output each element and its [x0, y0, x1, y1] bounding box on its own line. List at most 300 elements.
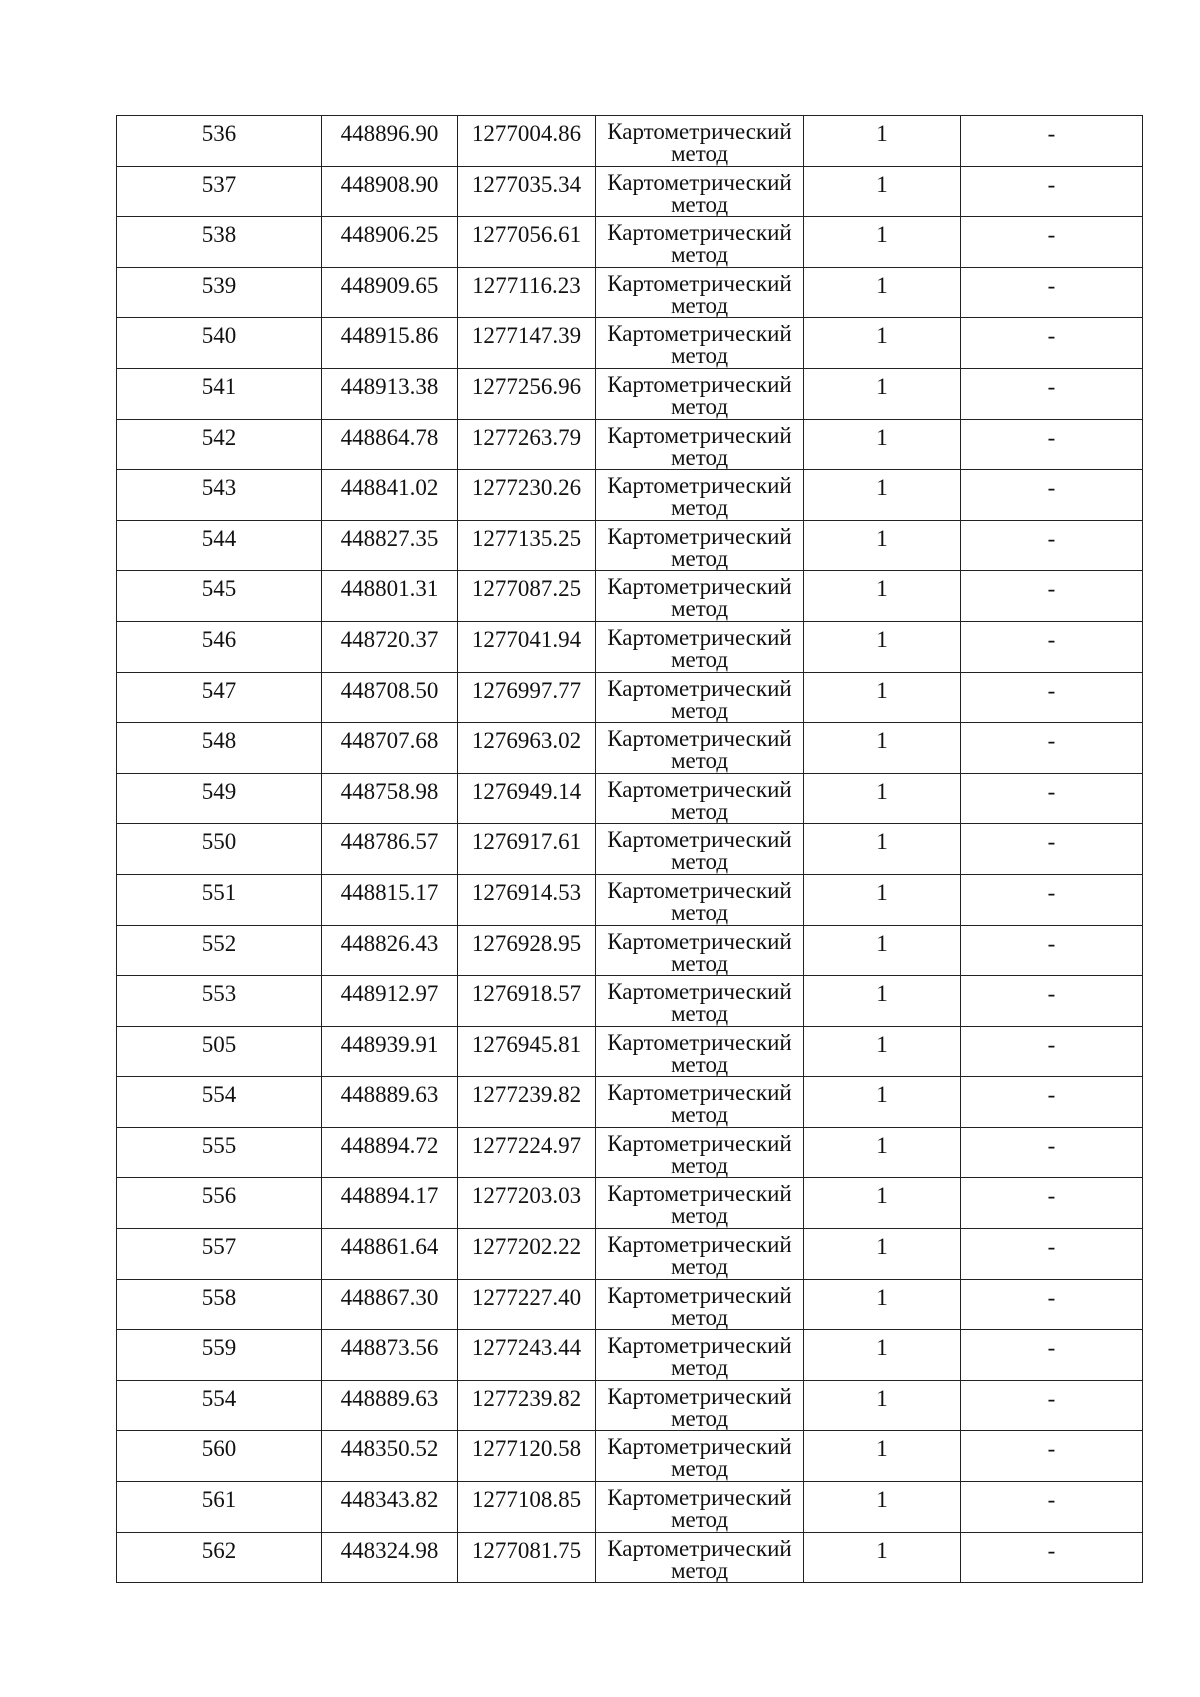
method-text-line1: Картометрический: [607, 169, 792, 195]
y-coordinate-cell: [458, 470, 596, 521]
x-coordinate-cell: [322, 470, 458, 521]
method-text-line2: метод: [670, 1507, 729, 1533]
point-number-cell: [117, 1380, 322, 1431]
y-coordinate-value: 1277147.39: [471, 323, 582, 349]
x-coordinate-value: 448896.90: [340, 121, 439, 146]
accuracy-value: 1: [876, 373, 888, 399]
method-text-line1: Картометрический: [607, 675, 792, 701]
point-number-cell: [117, 116, 322, 167]
point-number-cell: [117, 874, 322, 925]
y-coordinate-cell: [458, 1229, 596, 1280]
table-row: [117, 166, 1143, 217]
x-coordinate-cell: [322, 1380, 458, 1431]
method-cell: [596, 571, 804, 622]
method-text-line2: метод: [670, 1051, 729, 1077]
y-coordinate-cell: [458, 1380, 596, 1431]
note-value: -: [1047, 272, 1056, 298]
point-number-value: 541: [201, 373, 237, 399]
accuracy-cell: [804, 1431, 961, 1482]
x-coordinate-cell: [322, 166, 458, 217]
note-value: -: [1047, 778, 1056, 804]
note-value: -: [1047, 1335, 1056, 1361]
method-text-line1: Картометрический: [607, 270, 792, 296]
x-coordinate-cell: [322, 571, 458, 622]
point-number-cell: [117, 419, 322, 470]
point-number-cell: [117, 267, 322, 318]
note-cell: [961, 166, 1143, 217]
y-coordinate-cell: [458, 1532, 596, 1583]
method-text-line1: Картометрический: [607, 726, 792, 752]
x-coordinate-value: 448841.02: [340, 475, 439, 501]
note-cell: [961, 520, 1143, 571]
method-text-line2: метод: [670, 242, 729, 268]
note-cell: [961, 318, 1143, 369]
note-value: -: [1047, 677, 1056, 703]
accuracy-value: 1: [876, 1183, 888, 1209]
method-text-line1: Картометрический: [607, 1485, 792, 1511]
y-coordinate-value: 1277087.25: [471, 576, 582, 602]
table-row: [117, 976, 1143, 1027]
note-cell: [961, 1532, 1143, 1583]
note-cell: [961, 976, 1143, 1027]
point-number-cell: [117, 1330, 322, 1381]
point-number-cell: [117, 621, 322, 672]
x-coordinate-cell: [322, 1127, 458, 1178]
point-number-cell: [117, 368, 322, 419]
x-coordinate-value: 448707.68: [340, 728, 439, 754]
y-coordinate-value: 1276997.77: [471, 677, 582, 703]
point-number-value: 540: [201, 323, 237, 349]
table-row: [117, 1279, 1143, 1330]
method-cell: [596, 217, 804, 268]
method-cell: [596, 520, 804, 571]
note-cell: [961, 1178, 1143, 1229]
table-row: [117, 1026, 1143, 1077]
method-text-line1: Картометрический: [607, 979, 792, 1005]
accuracy-value: 1: [876, 728, 888, 754]
y-coordinate-cell: [458, 116, 596, 167]
y-coordinate-cell: [458, 1026, 596, 1077]
note-cell: [961, 571, 1143, 622]
note-value: -: [1047, 981, 1056, 1007]
note-value: -: [1047, 222, 1056, 248]
method-cell: [596, 267, 804, 318]
note-cell: [961, 419, 1143, 470]
point-number-value: 546: [201, 626, 237, 652]
note-value: -: [1047, 829, 1056, 855]
method-text-line2: метод: [670, 646, 729, 672]
accuracy-cell: [804, 217, 961, 268]
note-cell: [961, 1279, 1143, 1330]
method-cell: [596, 773, 804, 824]
y-coordinate-cell: [458, 874, 596, 925]
point-number-cell: [117, 571, 322, 622]
x-coordinate-value: 448913.38: [340, 373, 439, 399]
method-text-line1: Картометрический: [607, 624, 792, 650]
note-cell: [961, 368, 1143, 419]
accuracy-value: 1: [876, 1385, 888, 1411]
y-coordinate-cell: [458, 1279, 596, 1330]
table-row: [117, 824, 1143, 875]
point-number-cell: [117, 1532, 322, 1583]
point-number-value: 537: [201, 171, 237, 197]
x-coordinate-cell: [322, 318, 458, 369]
table-row: [117, 1482, 1143, 1533]
y-coordinate-cell: [458, 1127, 596, 1178]
note-cell: [961, 672, 1143, 723]
y-coordinate-cell: [458, 217, 596, 268]
point-number-value: 555: [201, 1132, 237, 1158]
x-coordinate-cell: [322, 520, 458, 571]
point-number-value: 548: [201, 728, 237, 754]
method-cell: [596, 1431, 804, 1482]
point-number-value: 550: [201, 829, 237, 855]
x-coordinate-value: 448912.97: [340, 981, 439, 1007]
x-coordinate-value: 448720.37: [340, 626, 439, 652]
note-value: -: [1047, 525, 1056, 551]
y-coordinate-value: 1277203.03: [471, 1183, 582, 1209]
accuracy-value: 1: [876, 424, 888, 450]
x-coordinate-value: 448908.90: [340, 171, 439, 197]
y-coordinate-value: 1277004.86: [471, 121, 582, 146]
x-coordinate-cell: [322, 672, 458, 723]
y-coordinate-value: 1277120.58: [471, 1436, 582, 1462]
point-number-cell: [117, 976, 322, 1027]
method-text-line1: Картометрический: [607, 371, 792, 397]
accuracy-cell: [804, 318, 961, 369]
x-coordinate-cell: [322, 1279, 458, 1330]
table-row: [117, 470, 1143, 521]
method-text-line2: метод: [670, 1254, 729, 1280]
accuracy-cell: [804, 621, 961, 672]
method-text-line2: метод: [670, 798, 729, 824]
y-coordinate-value: 1277108.85: [471, 1487, 582, 1513]
y-coordinate-value: 1277256.96: [471, 373, 582, 399]
method-text-line1: Картометрический: [607, 1080, 792, 1106]
y-coordinate-value: 1276928.95: [471, 930, 582, 956]
y-coordinate-value: 1277056.61: [471, 222, 582, 248]
point-number-value: 554: [201, 1385, 237, 1411]
accuracy-cell: [804, 723, 961, 774]
method-text-line2: метод: [670, 1203, 729, 1229]
point-number-value: 547: [201, 677, 237, 703]
accuracy-value: 1: [876, 1436, 888, 1462]
method-cell: [596, 1330, 804, 1381]
accuracy-value: 1: [876, 930, 888, 956]
x-coordinate-value: 448894.72: [340, 1132, 439, 1158]
x-coordinate-value: 448324.98: [340, 1537, 439, 1563]
method-text-line1: Картометрический: [607, 1181, 792, 1207]
x-coordinate-value: 448915.86: [340, 323, 439, 349]
method-text-line2: метод: [670, 1102, 729, 1128]
x-coordinate-value: 448708.50: [340, 677, 439, 703]
note-cell: [961, 1431, 1143, 1482]
accuracy-cell: [804, 925, 961, 976]
x-coordinate-value: 448889.63: [340, 1082, 439, 1108]
accuracy-value: 1: [876, 626, 888, 652]
point-number-value: 539: [201, 272, 237, 298]
y-coordinate-cell: [458, 1178, 596, 1229]
point-number-value: 542: [201, 424, 237, 450]
x-coordinate-value: 448873.56: [340, 1335, 439, 1361]
x-coordinate-cell: [322, 1077, 458, 1128]
y-coordinate-cell: [458, 925, 596, 976]
method-cell: [596, 874, 804, 925]
y-coordinate-cell: [458, 824, 596, 875]
accuracy-cell: [804, 116, 961, 167]
method-text-line2: метод: [670, 1304, 729, 1330]
point-number-cell: [117, 773, 322, 824]
accuracy-value: 1: [876, 1234, 888, 1260]
method-text-line1: Картометрический: [607, 523, 792, 549]
point-number-value: 536: [201, 121, 237, 146]
note-cell: [961, 773, 1143, 824]
method-text-line1: Картометрический: [607, 1434, 792, 1460]
method-cell: [596, 1532, 804, 1583]
method-cell: [596, 166, 804, 217]
point-number-value: 556: [201, 1183, 237, 1209]
accuracy-value: 1: [876, 1082, 888, 1108]
table-row: [117, 520, 1143, 571]
method-text-line1: Картометрический: [607, 574, 792, 600]
method-cell: [596, 621, 804, 672]
point-number-value: 554: [201, 1082, 237, 1108]
x-coordinate-value: 448861.64: [340, 1234, 439, 1260]
method-text-line1: Картометрический: [607, 827, 792, 853]
point-number-cell: [117, 520, 322, 571]
note-cell: [961, 874, 1143, 925]
note-cell: [961, 217, 1143, 268]
point-number-value: 559: [201, 1335, 237, 1361]
method-text-line2: метод: [670, 1001, 729, 1027]
method-text-line2: метод: [670, 748, 729, 774]
method-text-line2: метод: [670, 141, 729, 166]
accuracy-value: 1: [876, 222, 888, 248]
method-cell: [596, 1229, 804, 1280]
y-coordinate-value: 1277227.40: [471, 1284, 582, 1310]
note-cell: [961, 1380, 1143, 1431]
accuracy-value: 1: [876, 1132, 888, 1158]
y-coordinate-cell: [458, 368, 596, 419]
x-coordinate-cell: [322, 1026, 458, 1077]
point-number-value: 551: [201, 879, 237, 905]
x-coordinate-cell: [322, 116, 458, 167]
table-row: [117, 1431, 1143, 1482]
note-value: -: [1047, 1082, 1056, 1108]
accuracy-cell: [804, 672, 961, 723]
x-coordinate-cell: [322, 723, 458, 774]
point-number-value: 561: [201, 1487, 237, 1513]
table-row: [117, 318, 1143, 369]
method-text-line2: метод: [670, 1405, 729, 1431]
table-row: [117, 1532, 1143, 1583]
accuracy-value: 1: [876, 525, 888, 551]
y-coordinate-value: 1277035.34: [471, 171, 582, 197]
x-coordinate-value: 448350.52: [340, 1436, 439, 1462]
method-cell: [596, 1279, 804, 1330]
method-cell: [596, 1077, 804, 1128]
note-value: -: [1047, 1487, 1056, 1513]
note-cell: [961, 621, 1143, 672]
y-coordinate-value: 1276914.53: [471, 879, 582, 905]
point-number-cell: [117, 824, 322, 875]
accuracy-value: 1: [876, 323, 888, 349]
y-coordinate-value: 1276945.81: [471, 1031, 582, 1057]
method-cell: [596, 470, 804, 521]
note-value: -: [1047, 1385, 1056, 1411]
note-value: -: [1047, 373, 1056, 399]
accuracy-cell: [804, 1178, 961, 1229]
y-coordinate-cell: [458, 1482, 596, 1533]
table-row: [117, 1330, 1143, 1381]
method-cell: [596, 1380, 804, 1431]
point-number-cell: [117, 1026, 322, 1077]
x-coordinate-value: 448758.98: [340, 778, 439, 804]
y-coordinate-value: 1277224.97: [471, 1132, 582, 1158]
y-coordinate-cell: [458, 773, 596, 824]
x-coordinate-cell: [322, 621, 458, 672]
point-number-cell: [117, 723, 322, 774]
method-text-line2: метод: [670, 697, 729, 723]
x-coordinate-cell: [322, 1532, 458, 1583]
x-coordinate-value: 448894.17: [340, 1183, 439, 1209]
table-row: [117, 1178, 1143, 1229]
y-coordinate-value: 1277081.75: [471, 1537, 582, 1563]
method-text-line2: метод: [670, 1152, 729, 1178]
method-text-line1: Картометрический: [607, 1535, 792, 1561]
point-number-cell: [117, 1229, 322, 1280]
table-row: [117, 217, 1143, 268]
y-coordinate-value: 1277041.94: [471, 626, 582, 652]
x-coordinate-cell: [322, 824, 458, 875]
method-text-line2: метод: [670, 292, 729, 318]
x-coordinate-cell: [322, 1330, 458, 1381]
method-text-line2: метод: [670, 393, 729, 419]
x-coordinate-cell: [322, 925, 458, 976]
table-row: [117, 267, 1143, 318]
y-coordinate-value: 1277239.82: [471, 1082, 582, 1108]
x-coordinate-cell: [322, 1482, 458, 1533]
accuracy-value: 1: [876, 171, 888, 197]
method-text-line1: Картометрический: [607, 220, 792, 246]
y-coordinate-cell: [458, 520, 596, 571]
method-cell: [596, 419, 804, 470]
accuracy-cell: [804, 520, 961, 571]
point-number-cell: [117, 217, 322, 268]
table-row: [117, 773, 1143, 824]
note-value: -: [1047, 576, 1056, 602]
y-coordinate-cell: [458, 166, 596, 217]
note-value: -: [1047, 424, 1056, 450]
note-value: -: [1047, 323, 1056, 349]
y-coordinate-value: 1277230.26: [471, 475, 582, 501]
y-coordinate-cell: [458, 571, 596, 622]
table-row: [117, 925, 1143, 976]
note-value: -: [1047, 879, 1056, 905]
note-value: -: [1047, 475, 1056, 501]
method-text-line2: метод: [670, 1557, 729, 1583]
y-coordinate-cell: [458, 419, 596, 470]
accuracy-value: 1: [876, 1537, 888, 1563]
point-number-cell: [117, 470, 322, 521]
accuracy-value: 1: [876, 778, 888, 804]
method-text-line1: Картометрический: [607, 877, 792, 903]
note-cell: [961, 1229, 1143, 1280]
method-text-line1: Картометрический: [607, 1333, 792, 1359]
method-text-line2: метод: [670, 495, 729, 521]
accuracy-value: 1: [876, 829, 888, 855]
note-value: -: [1047, 1183, 1056, 1209]
accuracy-cell: [804, 1482, 961, 1533]
x-coordinate-cell: [322, 1178, 458, 1229]
x-coordinate-cell: [322, 419, 458, 470]
point-number-cell: [117, 1077, 322, 1128]
note-cell: [961, 1026, 1143, 1077]
y-coordinate-value: 1277135.25: [471, 525, 582, 551]
accuracy-cell: [804, 267, 961, 318]
method-cell: [596, 925, 804, 976]
y-coordinate-cell: [458, 1077, 596, 1128]
point-number-cell: [117, 318, 322, 369]
point-number-value: 549: [201, 778, 237, 804]
table-row: [117, 672, 1143, 723]
table-body: [117, 116, 1143, 1583]
note-value: -: [1047, 728, 1056, 754]
accuracy-cell: [804, 166, 961, 217]
method-cell: [596, 672, 804, 723]
note-value: -: [1047, 626, 1056, 652]
accuracy-value: 1: [876, 1031, 888, 1057]
method-text-line1: Картометрический: [607, 119, 792, 144]
note-cell: [961, 723, 1143, 774]
y-coordinate-value: 1277116.23: [472, 272, 581, 298]
y-coordinate-value: 1277243.44: [471, 1335, 582, 1361]
x-coordinate-value: 448909.65: [340, 272, 439, 298]
method-text-line1: Картометрический: [607, 321, 792, 347]
x-coordinate-value: 448786.57: [340, 829, 439, 855]
accuracy-cell: [804, 874, 961, 925]
table-row: [117, 874, 1143, 925]
x-coordinate-value: 448827.35: [340, 525, 439, 551]
method-text-line2: метод: [670, 545, 729, 571]
accuracy-value: 1: [876, 576, 888, 602]
accuracy-cell: [804, 1532, 961, 1583]
method-text-line2: метод: [670, 849, 729, 875]
method-cell: [596, 824, 804, 875]
note-cell: [961, 1127, 1143, 1178]
x-coordinate-cell: [322, 1431, 458, 1482]
point-number-cell: [117, 1482, 322, 1533]
accuracy-value: 1: [876, 475, 888, 501]
note-value: -: [1047, 1436, 1056, 1462]
note-value: -: [1047, 930, 1056, 956]
method-cell: [596, 1178, 804, 1229]
method-text-line2: метод: [670, 950, 729, 976]
x-coordinate-value: 448864.78: [340, 424, 439, 450]
y-coordinate-value: 1276917.61: [471, 829, 582, 855]
method-cell: [596, 368, 804, 419]
y-coordinate-value: 1276963.02: [471, 728, 582, 754]
table-row: [117, 368, 1143, 419]
point-number-cell: [117, 166, 322, 217]
point-number-cell: [117, 1279, 322, 1330]
note-value: -: [1047, 171, 1056, 197]
point-number-value: 558: [201, 1284, 237, 1310]
method-text-line2: метод: [670, 1355, 729, 1381]
point-number-value: 560: [201, 1436, 237, 1462]
note-cell: [961, 470, 1143, 521]
point-number-cell: [117, 1431, 322, 1482]
